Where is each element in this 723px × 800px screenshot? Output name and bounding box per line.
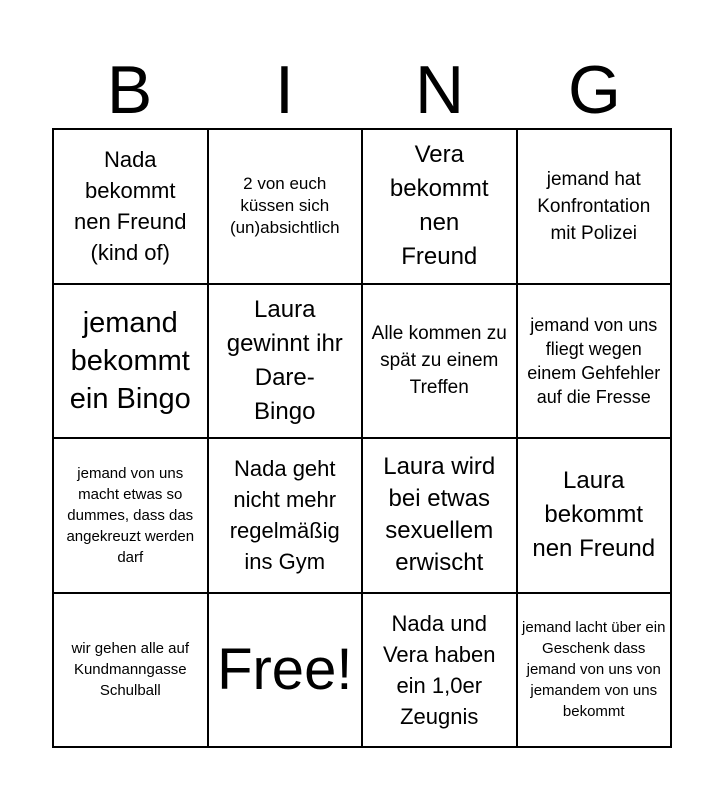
cell-text: jemand von uns macht etwas so dummes, dass das angekreuzt werden darf	[66, 464, 195, 566]
bingo-grid	[52, 128, 672, 748]
cell-text: Nada und Vera haben ein 1,0er Zeugnis	[382, 610, 496, 729]
bingo-cell[interactable]	[54, 285, 209, 440]
bingo-cell[interactable]	[363, 439, 518, 594]
bingo-cell[interactable]	[54, 594, 209, 749]
bingo-cell[interactable]	[54, 439, 209, 594]
bingo-cell[interactable]	[363, 594, 518, 749]
header-letter-g: G	[568, 52, 621, 128]
bingo-cell[interactable]	[209, 130, 364, 285]
bingo-cell[interactable]	[518, 439, 673, 594]
bingo-cell[interactable]	[518, 130, 673, 285]
cell-text: 2 von euch küssen sich (un)absichtlich	[229, 174, 340, 238]
bingo-cell[interactable]	[363, 130, 518, 285]
cell-text: Laura bekommt nen Freund	[532, 467, 656, 563]
cell-text: jemand hat Konfrontation mit Polizei	[537, 168, 651, 244]
cell-text: Vera bekommt nen Freund	[389, 141, 489, 271]
bingo-cell[interactable]	[518, 594, 673, 749]
cell-text: wir gehen alle auf Kundmanngasse Schulball	[71, 640, 190, 700]
cell-text: Laura wird bei etwas sexuellem erwischt	[383, 453, 496, 577]
header-letter-i: I	[275, 52, 294, 128]
cell-text: jemand von uns fliegt wegen einem Gehfehler auf die Fresse	[527, 314, 661, 407]
cell-text: Alle kommen zu spät zu einem Treffen	[371, 323, 507, 399]
cell-text: Laura gewinnt ihr Dare-Bingo	[226, 295, 343, 425]
cell-text: jemand bekommt ein Bingo	[69, 306, 191, 415]
cell-text: Nada bekommt nen Freund (kind of)	[73, 147, 187, 266]
header-letter-n: N	[414, 52, 465, 128]
bingo-cell[interactable]	[363, 285, 518, 440]
cell-text: Nada geht nicht mehr regelmäßig ins Gym	[229, 456, 340, 575]
bingo-cell[interactable]	[209, 439, 364, 594]
free-space-cell[interactable]	[209, 594, 364, 749]
bingo-cell[interactable]	[518, 285, 673, 440]
free-space-text: Free!	[217, 636, 353, 702]
bingo-cell[interactable]	[209, 285, 364, 440]
cell-text: jemand lacht über ein Geschenk dass jemand von uns von jemandem von uns bekommt	[522, 619, 666, 721]
bingo-header	[52, 52, 672, 128]
bingo-cell[interactable]	[54, 130, 209, 285]
header-letter-b: B	[106, 52, 153, 128]
